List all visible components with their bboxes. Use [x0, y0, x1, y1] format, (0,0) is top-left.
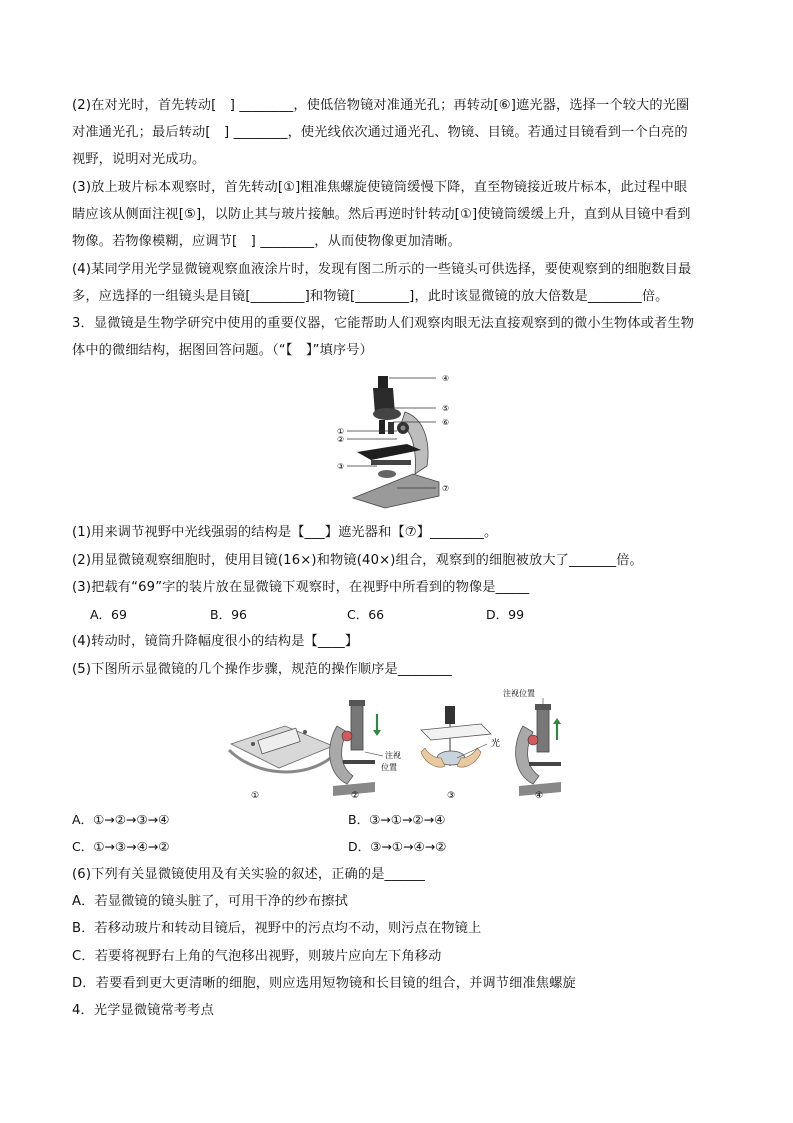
step2-note-gaze-1: 注视 — [385, 751, 401, 760]
q3-option-c[interactable]: C．66 — [347, 607, 385, 622]
q2-line-1: (2)在对光时，首先转动[ ] ________，使低倍物镜对准通光孔；再转动[⑥]遮光器，选择一个较大的光圈 — [72, 98, 690, 113]
microscope-label-7: ⑦ — [442, 484, 450, 493]
step-label-4: ④ — [535, 791, 544, 801]
microscope-label-1: ① — [337, 427, 345, 436]
section4-title: 4．光学显微镜常考考点 — [72, 1003, 214, 1018]
s3-q5-line: (5)下图所示显微镜的几个操作步骤，规范的操作顺序是________ — [72, 662, 452, 677]
microscope-label-3: ③ — [337, 462, 345, 471]
operation-steps-figure — [225, 686, 575, 806]
microscope-label-5: ⑤ — [442, 404, 450, 413]
q5-option-c[interactable]: C．①→③→④→② — [72, 839, 170, 854]
q5-option-a[interactable]: A．①→②→③→④ — [72, 812, 170, 827]
s3-q1-line: (1)用来调节视野中光线强弱的结构是【___】遮光器和【⑦】________。 — [72, 525, 498, 540]
q6-option-a[interactable]: A．若显微镜的镜头脏了，可用干净的纱布擦拭 — [72, 894, 348, 909]
s3-q4-line: (4)转动时，镜筒升降幅度很小的结构是【____】 — [72, 634, 359, 649]
microscope-label-4: ④ — [442, 374, 450, 383]
step-label-2: ② — [351, 791, 360, 801]
q6-option-b[interactable]: B．若移动玻片和转动目镜后，视野中的污点均不动，则污点在物镜上 — [72, 921, 482, 936]
q3-option-a[interactable]: A．69 — [90, 607, 127, 622]
s3-q6-line: (6)下列有关显微镜使用及有关实验的叙述，正确的是______ — [72, 867, 426, 882]
q3-option-b[interactable]: B．96 — [210, 607, 247, 622]
microscope-label-2: ② — [337, 435, 345, 444]
q6-option-d[interactable]: D．若要看到更大更清晰的细胞，则应选用短物镜和长目镜的组合，并调节细准焦螺旋 — [72, 976, 576, 991]
q3-option-d[interactable]: D．99 — [486, 607, 525, 622]
q5-option-d[interactable]: D．③→①→④→② — [348, 839, 447, 854]
q2-line-3: 视野，说明对光成功。 — [72, 152, 206, 167]
q4-line-1: (4)某同学用光学显微镜观察血液涂片时，发现有图二所示的一些镜头可供选择，要使观察到的细胞数目最 — [72, 262, 692, 277]
step-label-3: ③ — [447, 791, 456, 801]
q3-line-3: 物像。若物像模糊，应调节[ ] ________，从而使物像更加清晰。 — [72, 234, 461, 249]
q5-option-b[interactable]: B．③→①→②→④ — [348, 812, 446, 827]
q3-line-2: 睛应该从侧面注视[⑤]，以防止其与玻片接触。然后再逆时针转动[①]使镜筒缓缓上升，直到从目镜中看到 — [72, 207, 691, 222]
microscope-figure — [335, 370, 460, 510]
step3-note-light: 光 — [491, 739, 501, 749]
step4-note-gaze: 注视位置 — [503, 689, 535, 698]
section3-line-1: 3．显微镜是生物学研究中使用的重要仪器，它能帮助人们观察肉眼无法直接观察到的微小生物体或者生物 — [72, 316, 695, 331]
q6-option-c[interactable]: C．若要将视野右上角的气泡移出视野，则玻片应向左下角移动 — [72, 949, 442, 964]
s3-q3-line: (3)把载有“69”字的装片放在显微镜下观察时，在视野中所看到的物像是_____ — [72, 580, 530, 595]
section3-line-2: 体中的微细结构，据图回答问题。（“【 】”填序号） — [72, 343, 373, 358]
q4-line-2: 多，应选择的一组镜头是目镜[________]和物镜[________]，此时该显微镜的放大倍数是________倍。 — [72, 289, 669, 304]
step2-note-gaze-2: 位置 — [381, 763, 397, 772]
q3-line-1: (3)放上玻片标本观察时，首先转动[①]粗准焦螺旋使镜筒缓慢下降，直至物镜接近玻片标本，此过程中眼 — [72, 180, 688, 195]
microscope-label-6: ⑥ — [442, 418, 450, 427]
step-label-1: ① — [251, 791, 260, 801]
s3-q2-line: (2)用显微镜观察细胞时，使用目镜(16×)和物镜(40×)组合，观察到的细胞被放大了_______倍。 — [72, 553, 643, 568]
q2-line-2: 对准通光孔；最后转动[ ] ________，使光线依次通过通光孔、物镜、目镜。若通过目镜看到一个白亮的 — [72, 125, 688, 140]
